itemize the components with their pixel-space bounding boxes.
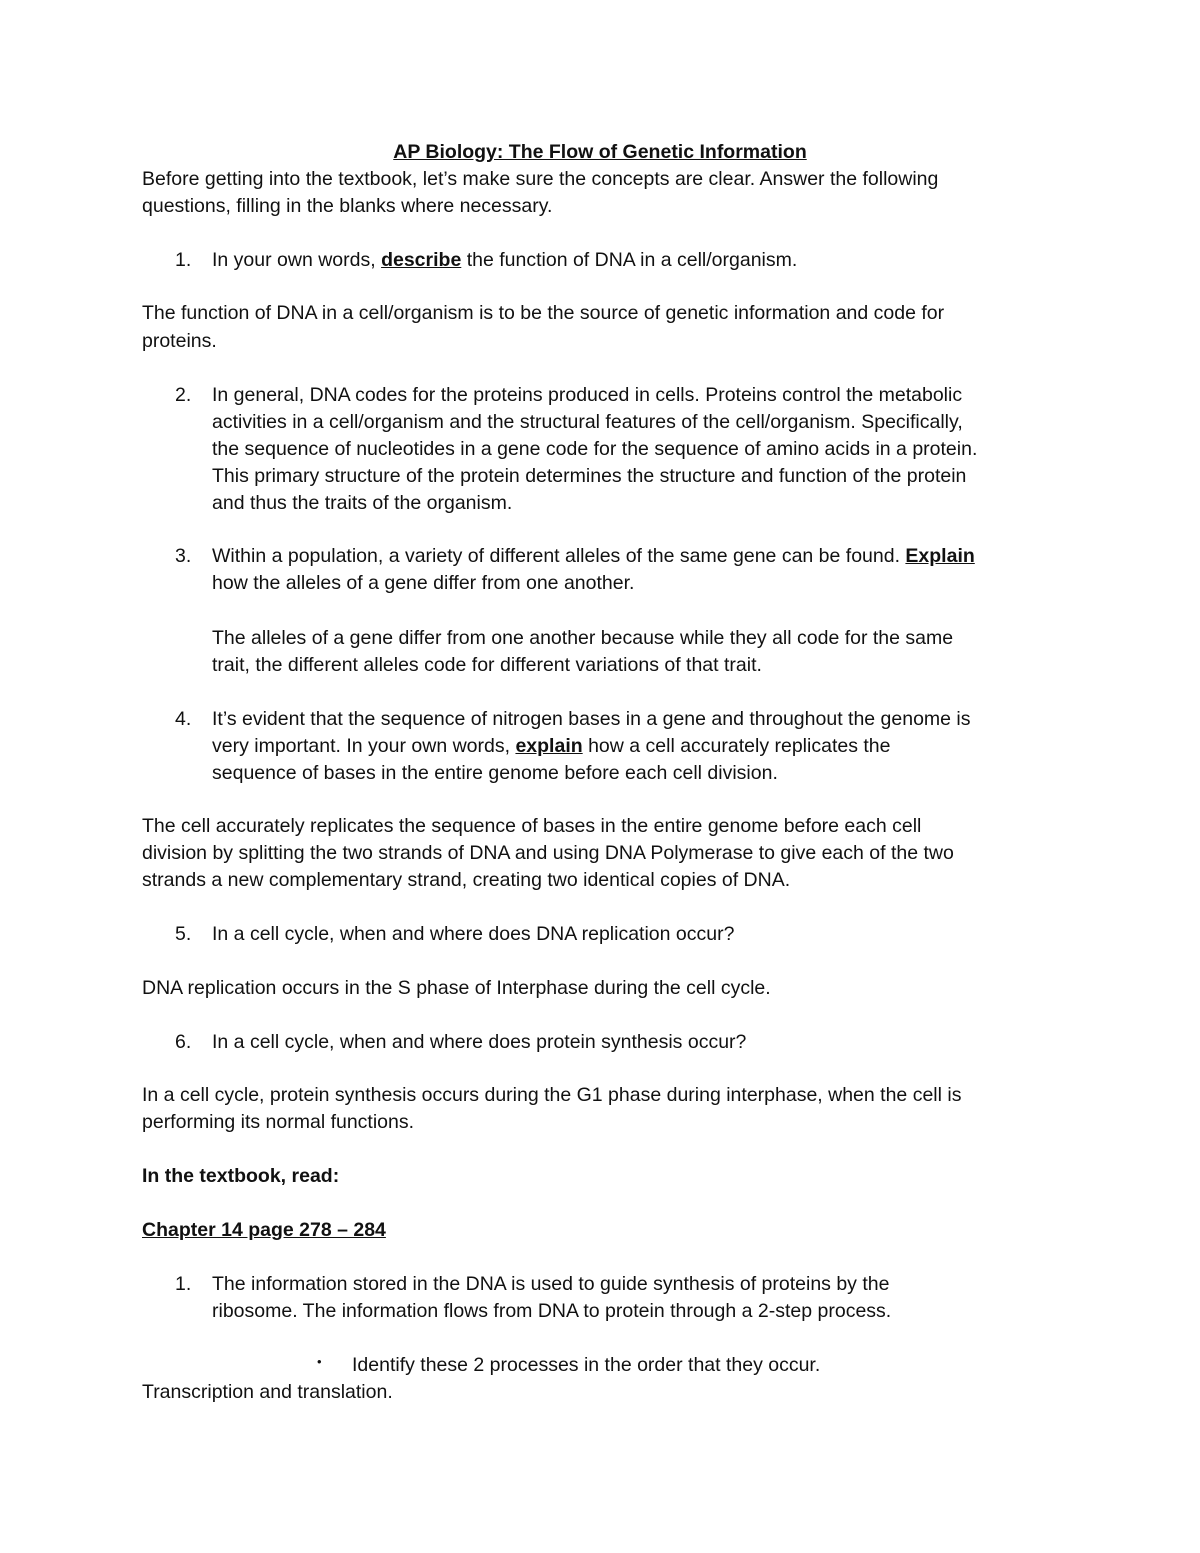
question-4-line-2: [212, 733, 890, 760]
question-5: In a cell cycle, when and where does DNA replication occur?: [212, 923, 735, 945]
answer-6-line-2: performing its normal functions.: [142, 1111, 415, 1133]
answer-1-line-2: proteins.: [142, 330, 217, 352]
answer-4-line-2: division by splitting the two strands of DNA and using DNA Polymerase to give each of the two: [142, 842, 954, 864]
question-1-post: the function of DNA in a cell/organism.: [461, 249, 798, 271]
question-2-line-1: In general, DNA codes for the proteins produced in cells. Proteins control the metabolic: [212, 384, 963, 406]
answer-5: DNA replication occurs in the S phase of Interphase during the cell cycle.: [142, 977, 771, 999]
question-3-number: 3.: [175, 545, 192, 567]
chapter-question-1-line-2: ribosome. The information flows from DNA to protein through a 2-step process.: [212, 1300, 892, 1322]
question-5-number: 5.: [175, 923, 192, 945]
question-4-post: how a cell accurately replicates the: [582, 735, 891, 757]
document-title: AP Biology: The Flow of Genetic Information: [393, 141, 807, 163]
question-3-keyword: Explain: [905, 545, 975, 567]
question-1: [212, 247, 797, 274]
question-4-number: 4.: [175, 708, 192, 730]
chapter-heading: Chapter 14 page 278 – 284: [142, 1219, 386, 1241]
question-4-line-3: sequence of bases in the entire genome before each cell division.: [212, 762, 778, 784]
question-3-line-2: how the alleles of a gene differ from one another.: [212, 572, 635, 594]
question-6: In a cell cycle, when and where does protein synthesis occur?: [212, 1031, 747, 1053]
chapter-question-1-number: 1.: [175, 1273, 192, 1295]
answer-6-line-1: In a cell cycle, protein synthesis occurs during the G1 phase during interphase, when the cell is: [142, 1084, 962, 1106]
answer-1-line-1: The function of DNA in a cell/organism is to be the source of genetic information and code for: [142, 302, 945, 324]
answer-4-line-3: strands a new complementary strand, creating two identical copies of DNA.: [142, 869, 791, 891]
question-2-line-3: the sequence of nucleotides in a gene code for the sequence of amino acids in a protein.: [212, 438, 978, 460]
answer-3-line-1: The alleles of a gene differ from one another because while they all code for the same: [212, 627, 954, 649]
question-1-number: 1.: [175, 249, 192, 271]
intro-line-2: questions, filling in the blanks where necessary.: [142, 195, 553, 217]
bullet-icon: •: [317, 1354, 322, 1369]
question-3-pre: Within a population, a variety of different alleles of the same gene can be found.: [212, 545, 906, 567]
question-2-line-5: and thus the traits of the organism.: [212, 492, 513, 514]
read-heading: In the textbook, read:: [142, 1165, 340, 1187]
chapter-question-1-line-1: The information stored in the DNA is used to guide synthesis of proteins by the: [212, 1273, 890, 1295]
question-3-line-1: [212, 543, 975, 570]
answer-4-line-1: The cell accurately replicates the sequence of bases in the entire genome before each cell: [142, 815, 922, 837]
question-1-keyword: describe: [381, 249, 462, 271]
answer-3-line-2: trait, the different alleles code for different variations of that trait.: [212, 654, 762, 676]
question-4-keyword: explain: [515, 735, 583, 757]
question-4-pre: very important. In your own words,: [212, 735, 516, 757]
question-2-line-2: activities in a cell/organism and the structural features of the cell/organism. Specifically,: [212, 411, 963, 433]
question-6-number: 6.: [175, 1031, 192, 1053]
chapter-question-1-answer: Transcription and translation.: [142, 1381, 393, 1403]
question-2-number: 2.: [175, 384, 192, 406]
bullet-item: Identify these 2 processes in the order that they occur.: [352, 1354, 821, 1376]
question-2-line-4: This primary structure of the protein determines the structure and function of the protein: [212, 465, 967, 487]
question-1-pre: In your own words,: [212, 249, 382, 271]
intro-line-1: Before getting into the textbook, let’s make sure the concepts are clear. Answer the following: [142, 168, 939, 190]
question-4-line-1: It’s evident that the sequence of nitrogen bases in a gene and throughout the genome is: [212, 708, 971, 730]
